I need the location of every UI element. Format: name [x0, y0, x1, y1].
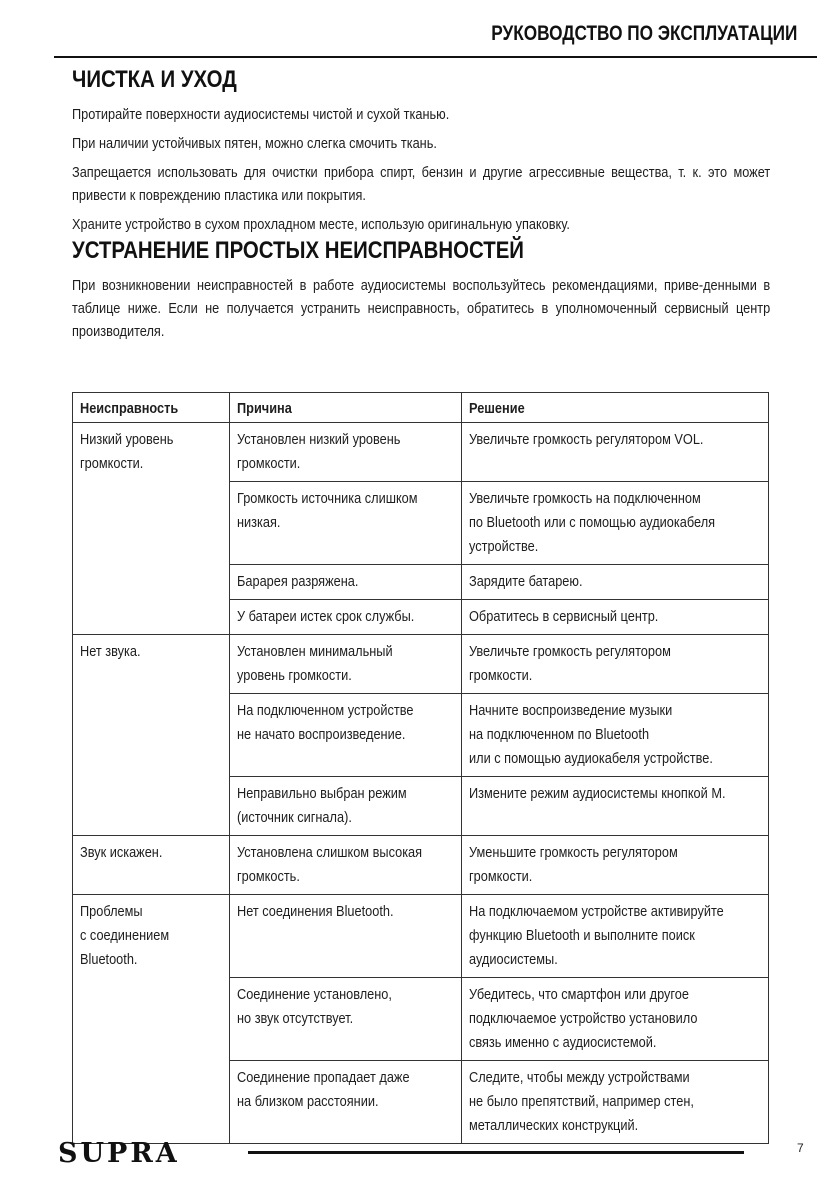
cause-cell: Установлен низкий уровень громкости. [230, 423, 462, 482]
cause-cell: Барарея разряжена. [230, 565, 462, 600]
running-header: РУКОВОДСТВО ПО ЭКСПЛУАТАЦИИ [490, 22, 797, 45]
table-row [73, 836, 769, 895]
brand-logo: SUPRA [58, 1138, 180, 1169]
cause-cell: Неправильно выбран режим (источник сигнала). [230, 777, 462, 836]
solution-cell: Увеличьте громкость регулятором громкости. [462, 635, 769, 694]
cleaning-paragraph: Протирайте поверхности аудиосистемы чистой и сухой тканью. [72, 107, 450, 123]
problem-cell: Нет звука. [73, 635, 230, 836]
solution-cell: Уменьшите громкость регулятором громкости. [462, 836, 769, 895]
column-header-cause: Причина [230, 393, 462, 423]
solution-cell: Увеличьте громкость на подключенном по Bluetooth или с помощью аудиокабеля устройстве. [462, 482, 769, 565]
table-row [73, 895, 769, 978]
cleaning-paragraph: При наличии устойчивых пятен, можно слегка смочить ткань. [72, 136, 437, 152]
troubleshooting-title: УСТРАНЕНИЕ ПРОСТЫХ НЕИСПРАВНОСТЕЙ [72, 237, 524, 264]
column-header-solution: Решение [462, 393, 769, 423]
solution-cell: Начните воспроизведение музыки на подключенном по Bluetooth или с помощью аудиокабеля устройстве. [462, 694, 769, 777]
solution-cell: Обратитесь в сервисный центр. [462, 600, 769, 635]
cleaning-title: ЧИСТКА И УХОД [72, 66, 237, 93]
cleaning-paragraph: Запрещается использовать для очистки прибора спирт, бензин и другие агрессивные вещества, т. к. это может привести к повреждению пластика или покрытия. [72, 165, 771, 204]
cause-cell: Нет соединения Bluetooth. [230, 895, 462, 978]
cause-cell: Соединение установлено, но звук отсутствует. [230, 978, 462, 1061]
page-content [72, 66, 771, 344]
solution-cell: Зарядите батарею. [462, 565, 769, 600]
cause-cell: Установлен минимальный уровень громкости. [230, 635, 462, 694]
table-row [73, 635, 769, 694]
cleaning-paragraph: Храните устройство в сухом прохладном месте, использую оригинальную упаковку. [72, 217, 570, 233]
footer-rule [248, 1151, 744, 1154]
problem-cell: Звук искажен. [73, 836, 230, 895]
cause-cell: Соединение пропадает даже на близком расстоянии. [230, 1061, 462, 1144]
column-header-problem: Неисправность [73, 393, 230, 423]
table-row [73, 423, 769, 482]
solution-cell: Следите, чтобы между устройствами не было препятствий, например стен, металлических конструкций. [462, 1061, 769, 1144]
page-number: 7 [797, 1141, 804, 1155]
cause-cell: На подключенном устройстве не начато воспроизведение. [230, 694, 462, 777]
troubleshooting-intro: При возникновении неисправностей в работе аудиосистемы воспользуйтесь рекомендациями, приве-денными в таблице ниже. Если не получается устранить неисправность, обратитесь в уполномоченный сервисный центр производителя. [72, 278, 771, 340]
cause-cell: У батареи истек срок службы. [230, 600, 462, 635]
cause-cell: Установлена слишком высокая громкость. [230, 836, 462, 895]
solution-cell: На подключаемом устройстве активируйте функцию Bluetooth и выполните поиск аудиосистемы. [462, 895, 769, 978]
table-header-row [73, 393, 769, 423]
solution-cell: Убедитесь, что смартфон или другое подключаемое устройство установило связь именно с аудиосистемой. [462, 978, 769, 1061]
troubleshooting-table [72, 392, 769, 1144]
solution-cell: Увеличьте громкость регулятором VOL. [462, 423, 769, 482]
problem-cell: Низкий уровень громкости. [73, 423, 230, 635]
solution-cell: Измените режим аудиосистемы кнопкой M. [462, 777, 769, 836]
problem-cell: Проблемы с соединением Bluetooth. [73, 895, 230, 1144]
header-rule [54, 56, 817, 58]
cause-cell: Громкость источника слишком низкая. [230, 482, 462, 565]
